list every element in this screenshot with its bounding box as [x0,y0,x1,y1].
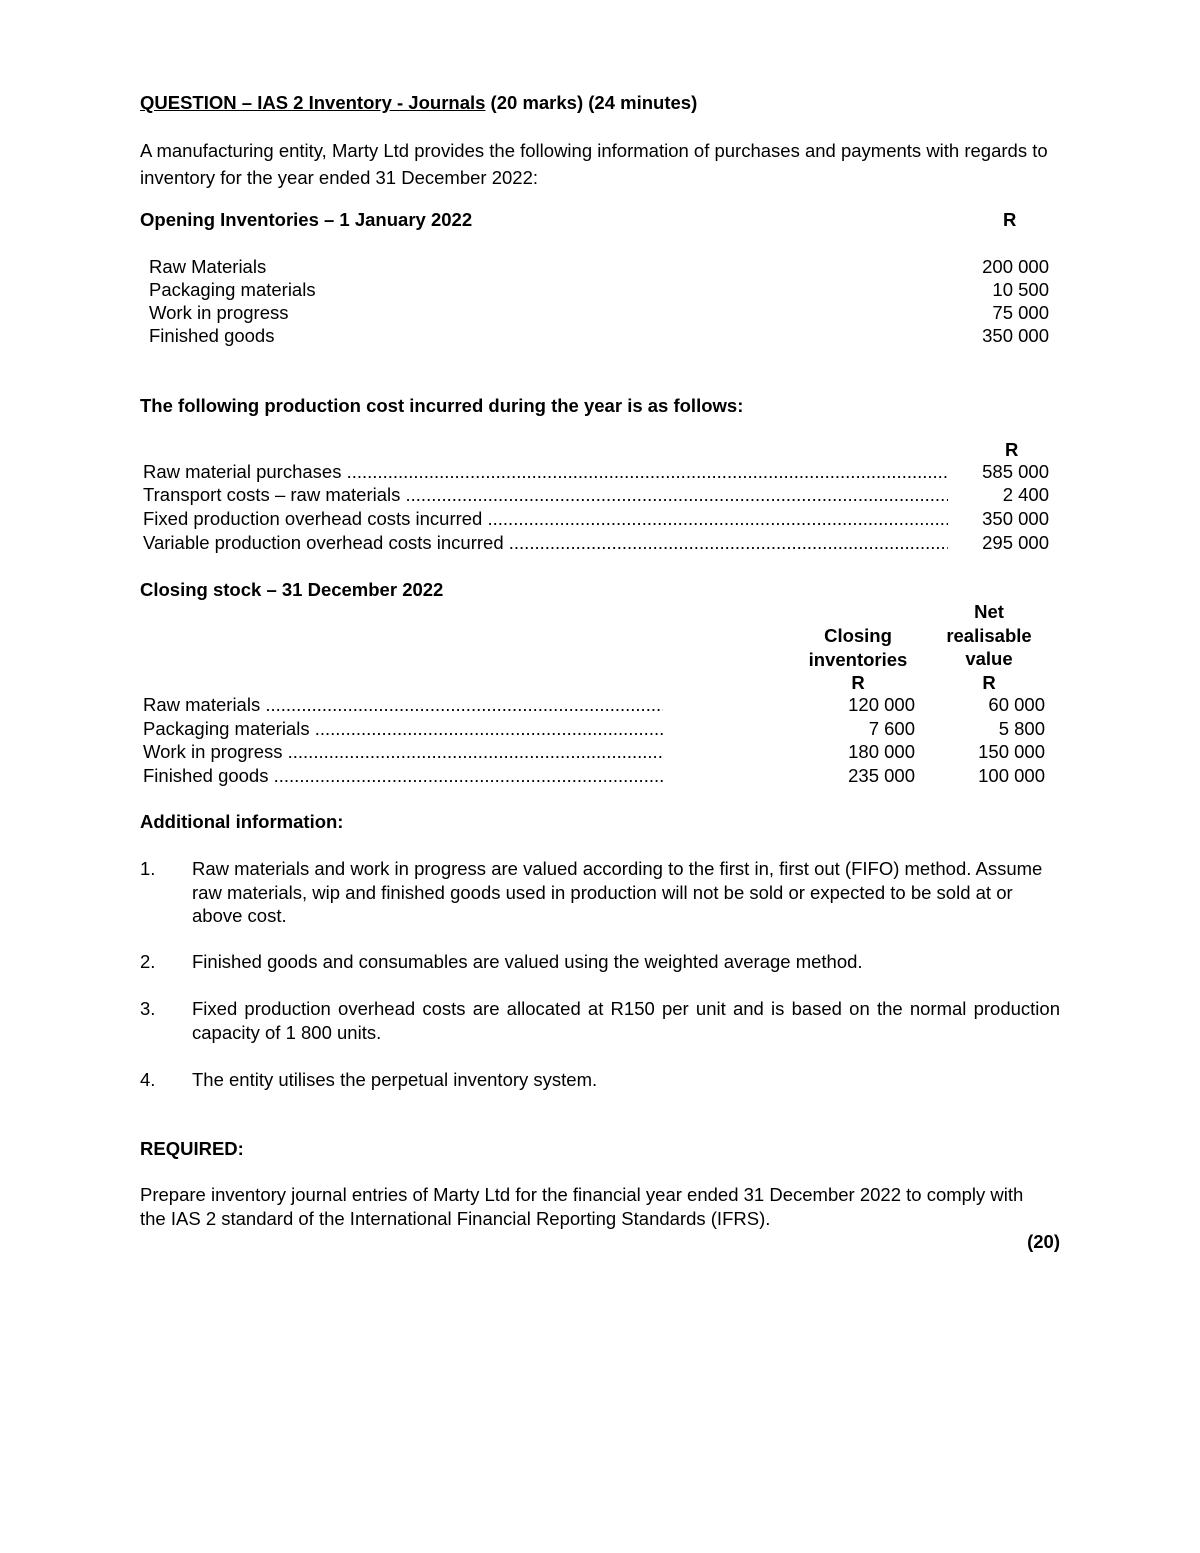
opening-label-finished: Finished goods [149,325,275,346]
opening-label-wip: Work in progress [149,302,289,323]
opening-value-raw: 200 000 [982,256,1049,277]
production-label-transport: Transport costs – raw materials ..... [143,483,948,506]
closing-value-packaging: 7 600 [868,718,915,739]
intro-paragraph: A manufacturing entity, Marty Ltd provides the following information of purchases and payments with regards to inventory for the year ended 31 December 2022: [140,140,1048,188]
closing-label-wip: Work in progress ..... [143,740,663,763]
closing-col-header-nrv-line3: value [965,648,1013,669]
closing-label-packaging: Packaging materials ..... [143,717,663,740]
closing-col-header-nrv-line1: Net [974,601,1004,622]
additional-text-2: Finished goods and consumables are valued using the weighted average method. [192,951,863,972]
closing-value-wip: 180 000 [848,741,915,762]
production-value-fixed: 350 000 [982,508,1049,529]
closing-heading: Closing stock – 31 December 2022 [140,579,444,600]
production-value-raw: 585 000 [982,461,1049,482]
closing-label-raw: Raw materials ..... [143,693,663,716]
closing-col-header-inventories-line1: Closing [824,625,892,646]
closing-col-header-nrv-line4: R [982,671,996,693]
closing-col-header-inventories-line2: inventories [808,648,908,670]
production-label-variable: Variable production overhead costs incurred ..... [143,531,948,554]
production-heading: The following production cost incurred during the year is as follows: [140,395,744,416]
required-heading: REQUIRED: [140,1138,244,1159]
additional-text-1: Raw materials and work in progress are valued according to the first in, first out (FIFO) method. Assume raw materials, wip and finished goods used in production will not be sold or expected to be sold at or above cost. [192,858,1043,926]
question-title-main: QUESTION – IAS 2 Inventory - Journals [140,92,486,113]
additional-text-3: Fixed production overhead costs are allocated at R150 per unit and is based on the normal production capacity of 1 800 units. [192,998,1060,1043]
opening-value-packaging: 10 500 [992,279,1049,300]
opening-value-wip: 75 000 [992,302,1049,323]
opening-value-finished: 350 000 [982,325,1049,346]
closing-label-finished: Finished goods ..... [143,764,663,787]
closing-nrv-raw: 60 000 [988,694,1045,715]
closing-col-header-nrv-line2: realisable [946,624,1032,646]
opening-label-raw: Raw Materials [149,256,267,277]
closing-nrv-wip: 150 000 [978,741,1045,762]
required-marks: (20) [1027,1231,1060,1252]
additional-heading: Additional information: [140,811,344,832]
production-value-transport: 2 400 [1002,484,1049,505]
production-label-raw: Raw material purchases ..... [143,460,948,483]
closing-nrv-finished: 100 000 [978,765,1045,786]
closing-value-finished: 235 000 [848,765,915,786]
question-title-marks: (20 marks) (24 minutes) [485,92,698,113]
opening-label-packaging: Packaging materials [149,279,316,300]
production-currency: R [1005,439,1019,460]
closing-col-header-inventories-line3: R [851,672,865,693]
opening-currency: R [1003,209,1017,230]
additional-text-4: The entity utilises the perpetual inventory system. [192,1069,598,1090]
production-label-fixed: Fixed production overhead costs incurred ..... [143,507,948,530]
opening-heading: Opening Inventories – 1 January 2022 [140,209,473,230]
additional-num-1: 1. [140,858,156,879]
additional-num-2: 2. [140,951,156,972]
closing-nrv-packaging: 5 800 [998,718,1045,739]
additional-num-3: 3. [140,998,156,1019]
closing-value-raw: 120 000 [848,694,915,715]
closing-col-header-inventories [790,624,926,695]
closing-col-header-nrv [926,600,1052,694]
required-text: Prepare inventory journal entries of Marty Ltd for the financial year ended 31 December 2022 to comply with the IAS 2 standard of the International Financial Reporting Standards (IFRS). [140,1184,1024,1229]
question-title [140,91,1100,114]
additional-num-4: 4. [140,1069,156,1090]
production-value-variable: 295 000 [982,532,1049,553]
